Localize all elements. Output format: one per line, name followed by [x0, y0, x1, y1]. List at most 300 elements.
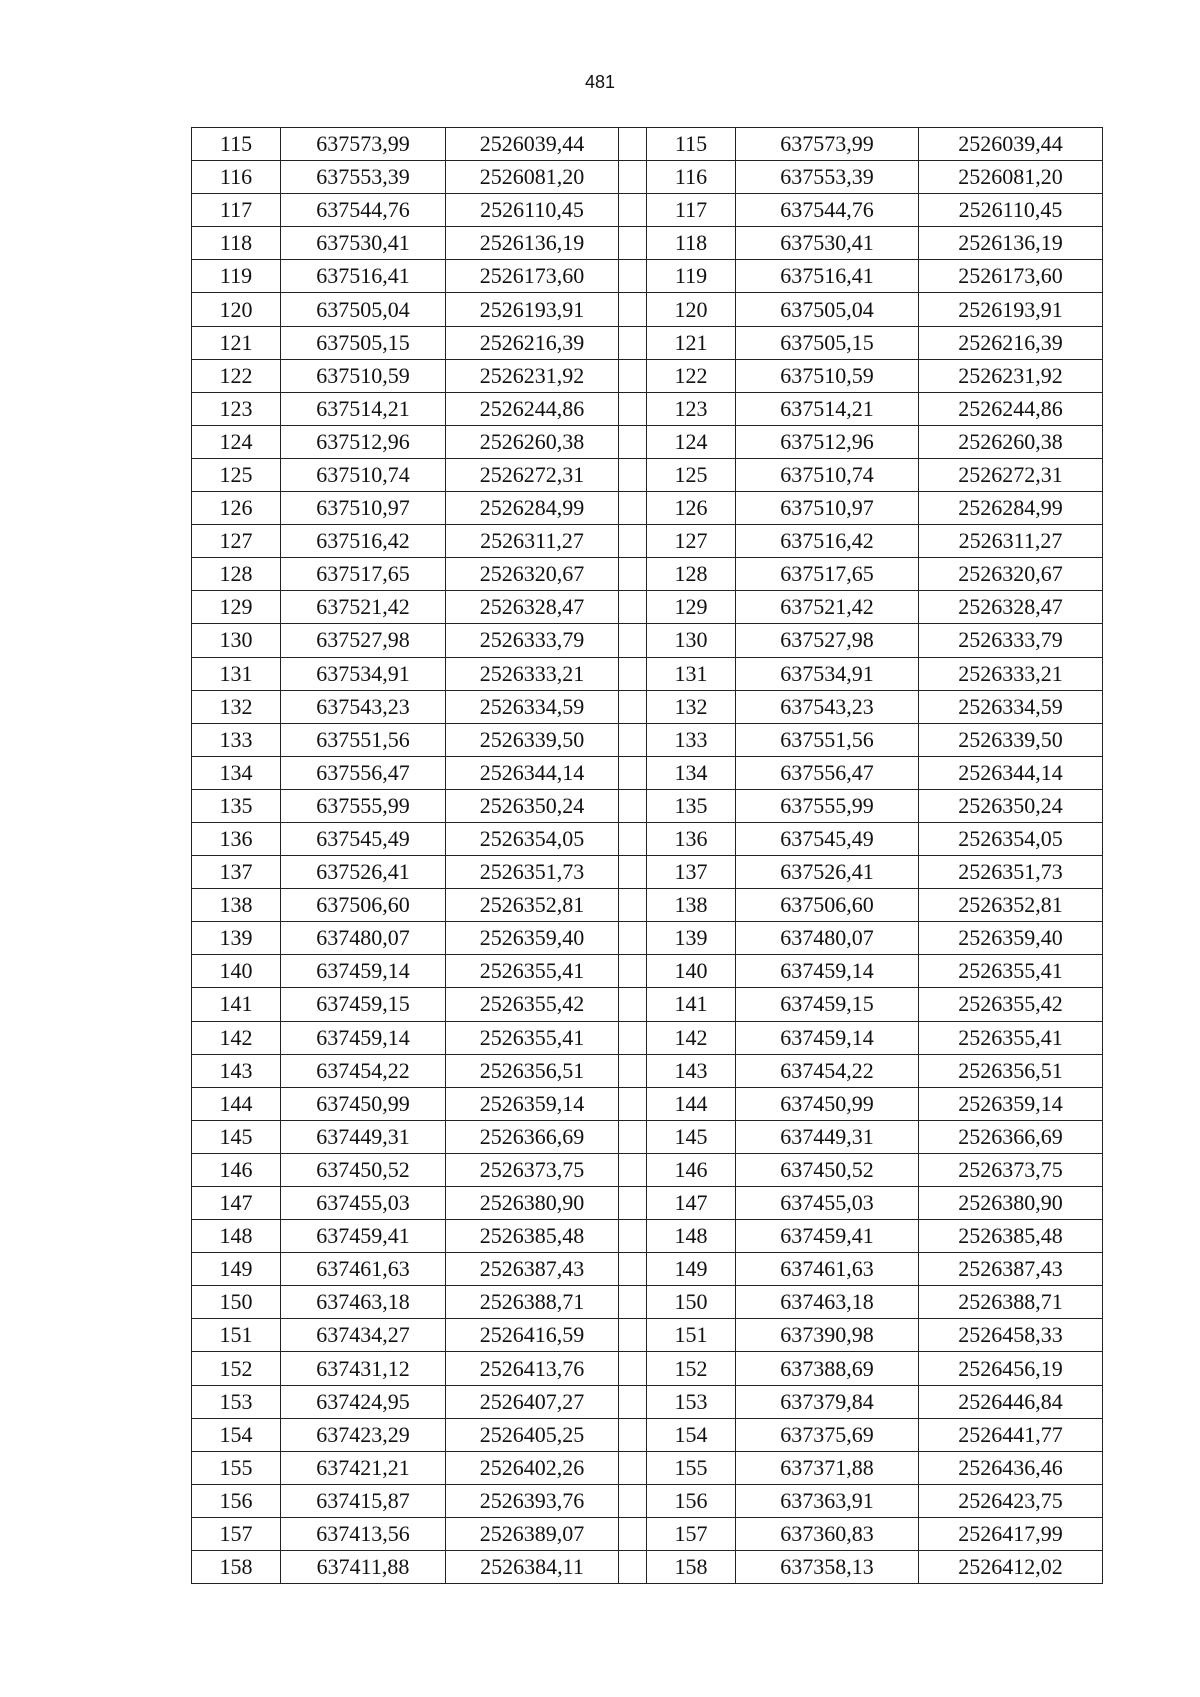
point-number-cell: 132: [647, 690, 736, 723]
y-coordinate-cell: 2526352,81: [446, 889, 619, 922]
separator-cell: [619, 856, 647, 889]
point-number-cell: 137: [192, 856, 281, 889]
y-coordinate-cell: 2526413,76: [446, 1352, 619, 1385]
x-coordinate-cell: 637360,83: [736, 1517, 919, 1550]
table-row: [192, 1153, 1103, 1186]
x-coordinate-cell: 637530,41: [736, 227, 919, 260]
table-row: [192, 1451, 1103, 1484]
y-coordinate-cell: 2526412,02: [919, 1551, 1103, 1584]
table-row: [192, 1087, 1103, 1120]
x-coordinate-cell: 637543,23: [281, 690, 446, 723]
point-number-cell: 152: [647, 1352, 736, 1385]
separator-cell: [619, 1319, 647, 1352]
separator-cell: [619, 1253, 647, 1286]
point-number-cell: 122: [647, 359, 736, 392]
y-coordinate-cell: 2526416,59: [446, 1319, 619, 1352]
y-coordinate-cell: 2526385,48: [919, 1220, 1103, 1253]
x-coordinate-cell: 637510,59: [736, 359, 919, 392]
point-number-cell: 120: [647, 293, 736, 326]
x-coordinate-cell: 637358,13: [736, 1551, 919, 1584]
y-coordinate-cell: 2526366,69: [919, 1120, 1103, 1153]
point-number-cell: 138: [192, 889, 281, 922]
x-coordinate-cell: 637573,99: [736, 128, 919, 161]
x-coordinate-cell: 637463,18: [736, 1286, 919, 1319]
y-coordinate-cell: 2526284,99: [919, 492, 1103, 525]
y-coordinate-cell: 2526351,73: [919, 856, 1103, 889]
x-coordinate-cell: 637371,88: [736, 1451, 919, 1484]
x-coordinate-cell: 637461,63: [736, 1253, 919, 1286]
x-coordinate-cell: 637510,59: [281, 359, 446, 392]
table-row: [192, 1484, 1103, 1517]
table-row: [192, 1517, 1103, 1550]
point-number-cell: 139: [647, 922, 736, 955]
table-row: [192, 1319, 1103, 1352]
y-coordinate-cell: 2526456,19: [919, 1352, 1103, 1385]
x-coordinate-cell: 637514,21: [281, 392, 446, 425]
table-row: [192, 558, 1103, 591]
table-row: [192, 128, 1103, 161]
y-coordinate-cell: 2526402,26: [446, 1451, 619, 1484]
x-coordinate-cell: 637514,21: [736, 392, 919, 425]
point-number-cell: 141: [192, 988, 281, 1021]
separator-cell: [619, 1021, 647, 1054]
point-number-cell: 129: [647, 591, 736, 624]
x-coordinate-cell: 637459,14: [736, 955, 919, 988]
x-coordinate-cell: 637573,99: [281, 128, 446, 161]
separator-cell: [619, 1517, 647, 1550]
y-coordinate-cell: 2526359,14: [446, 1087, 619, 1120]
table-row: [192, 723, 1103, 756]
separator-cell: [619, 1187, 647, 1220]
x-coordinate-cell: 637455,03: [736, 1187, 919, 1220]
table-row: [192, 1352, 1103, 1385]
separator-cell: [619, 690, 647, 723]
y-coordinate-cell: 2526405,25: [446, 1418, 619, 1451]
point-number-cell: 126: [192, 492, 281, 525]
table-row: [192, 756, 1103, 789]
point-number-cell: 117: [192, 194, 281, 227]
x-coordinate-cell: 637480,07: [281, 922, 446, 955]
point-number-cell: 150: [647, 1286, 736, 1319]
point-number-cell: 143: [192, 1054, 281, 1087]
x-coordinate-cell: 637434,27: [281, 1319, 446, 1352]
point-number-cell: 127: [647, 525, 736, 558]
x-coordinate-cell: 637459,15: [281, 988, 446, 1021]
y-coordinate-cell: 2526193,91: [919, 293, 1103, 326]
x-coordinate-cell: 637545,49: [281, 822, 446, 855]
separator-cell: [619, 1054, 647, 1087]
x-coordinate-cell: 637459,14: [736, 1021, 919, 1054]
y-coordinate-cell: 2526387,43: [919, 1253, 1103, 1286]
table-row: [192, 525, 1103, 558]
point-number-cell: 119: [192, 260, 281, 293]
point-number-cell: 151: [192, 1319, 281, 1352]
point-number-cell: 126: [647, 492, 736, 525]
separator-cell: [619, 1120, 647, 1153]
separator-cell: [619, 1220, 647, 1253]
y-coordinate-cell: 2526193,91: [446, 293, 619, 326]
y-coordinate-cell: 2526393,76: [446, 1484, 619, 1517]
x-coordinate-cell: 637459,15: [736, 988, 919, 1021]
page-number: 481: [584, 72, 616, 92]
point-number-cell: 130: [192, 624, 281, 657]
x-coordinate-cell: 637450,52: [281, 1153, 446, 1186]
table-row: [192, 326, 1103, 359]
separator-cell: [619, 128, 647, 161]
x-coordinate-cell: 637461,63: [281, 1253, 446, 1286]
y-coordinate-cell: 2526244,86: [446, 392, 619, 425]
x-coordinate-cell: 637545,49: [736, 822, 919, 855]
point-number-cell: 115: [192, 128, 281, 161]
point-number-cell: 131: [192, 657, 281, 690]
separator-cell: [619, 525, 647, 558]
x-coordinate-cell: 637551,56: [281, 723, 446, 756]
y-coordinate-cell: 2526359,14: [919, 1087, 1103, 1120]
y-coordinate-cell: 2526136,19: [919, 227, 1103, 260]
x-coordinate-cell: 637512,96: [281, 425, 446, 458]
table-row: [192, 194, 1103, 227]
table-row: [192, 856, 1103, 889]
y-coordinate-cell: 2526373,75: [446, 1153, 619, 1186]
y-coordinate-cell: 2526388,71: [446, 1286, 619, 1319]
y-coordinate-cell: 2526333,21: [446, 657, 619, 690]
separator-cell: [619, 359, 647, 392]
y-coordinate-cell: 2526284,99: [446, 492, 619, 525]
point-number-cell: 129: [192, 591, 281, 624]
y-coordinate-cell: 2526355,42: [919, 988, 1103, 1021]
y-coordinate-cell: 2526355,41: [919, 955, 1103, 988]
y-coordinate-cell: 2526388,71: [919, 1286, 1103, 1319]
separator-cell: [619, 1551, 647, 1584]
point-number-cell: 124: [192, 425, 281, 458]
y-coordinate-cell: 2526334,59: [446, 690, 619, 723]
table-row: [192, 955, 1103, 988]
y-coordinate-cell: 2526339,50: [919, 723, 1103, 756]
x-coordinate-cell: 637526,41: [281, 856, 446, 889]
point-number-cell: 147: [647, 1187, 736, 1220]
x-coordinate-cell: 637424,95: [281, 1385, 446, 1418]
point-number-cell: 122: [192, 359, 281, 392]
y-coordinate-cell: 2526354,05: [446, 822, 619, 855]
coordinates-table: [191, 127, 1103, 1584]
x-coordinate-cell: 637530,41: [281, 227, 446, 260]
separator-cell: [619, 194, 647, 227]
x-coordinate-cell: 637505,15: [281, 326, 446, 359]
y-coordinate-cell: 2526260,38: [446, 425, 619, 458]
y-coordinate-cell: 2526441,77: [919, 1418, 1103, 1451]
table-row: [192, 458, 1103, 491]
separator-cell: [619, 392, 647, 425]
point-number-cell: 125: [647, 458, 736, 491]
y-coordinate-cell: 2526320,67: [446, 558, 619, 591]
x-coordinate-cell: 637363,91: [736, 1484, 919, 1517]
x-coordinate-cell: 637450,99: [281, 1087, 446, 1120]
point-number-cell: 146: [647, 1153, 736, 1186]
separator-cell: [619, 1385, 647, 1418]
x-coordinate-cell: 637555,99: [736, 789, 919, 822]
table-row: [192, 425, 1103, 458]
separator-cell: [619, 326, 647, 359]
point-number-cell: 121: [192, 326, 281, 359]
table-row: [192, 392, 1103, 425]
x-coordinate-cell: 637411,88: [281, 1551, 446, 1584]
x-coordinate-cell: 637454,22: [281, 1054, 446, 1087]
point-number-cell: 147: [192, 1187, 281, 1220]
y-coordinate-cell: 2526333,79: [919, 624, 1103, 657]
point-number-cell: 135: [647, 789, 736, 822]
point-number-cell: 128: [192, 558, 281, 591]
point-number-cell: 137: [647, 856, 736, 889]
point-number-cell: 125: [192, 458, 281, 491]
point-number-cell: 148: [647, 1220, 736, 1253]
separator-cell: [619, 458, 647, 491]
table-row: [192, 922, 1103, 955]
y-coordinate-cell: 2526359,40: [446, 922, 619, 955]
table-row: [192, 359, 1103, 392]
x-coordinate-cell: 637505,15: [736, 326, 919, 359]
y-coordinate-cell: 2526446,84: [919, 1385, 1103, 1418]
x-coordinate-cell: 637516,42: [281, 525, 446, 558]
y-coordinate-cell: 2526384,11: [446, 1551, 619, 1584]
point-number-cell: 120: [192, 293, 281, 326]
point-number-cell: 142: [647, 1021, 736, 1054]
separator-cell: [619, 657, 647, 690]
y-coordinate-cell: 2526436,46: [919, 1451, 1103, 1484]
x-coordinate-cell: 637423,29: [281, 1418, 446, 1451]
x-coordinate-cell: 637454,22: [736, 1054, 919, 1087]
table-row: [192, 1220, 1103, 1253]
y-coordinate-cell: 2526355,42: [446, 988, 619, 1021]
table-row: [192, 1021, 1103, 1054]
point-number-cell: 149: [192, 1253, 281, 1286]
separator-cell: [619, 293, 647, 326]
y-coordinate-cell: 2526216,39: [446, 326, 619, 359]
x-coordinate-cell: 637553,39: [281, 161, 446, 194]
y-coordinate-cell: 2526373,75: [919, 1153, 1103, 1186]
y-coordinate-cell: 2526110,45: [446, 194, 619, 227]
point-number-cell: 150: [192, 1286, 281, 1319]
point-number-cell: 124: [647, 425, 736, 458]
y-coordinate-cell: 2526458,33: [919, 1319, 1103, 1352]
x-coordinate-cell: 637516,41: [281, 260, 446, 293]
x-coordinate-cell: 637556,47: [736, 756, 919, 789]
y-coordinate-cell: 2526081,20: [919, 161, 1103, 194]
y-coordinate-cell: 2526260,38: [919, 425, 1103, 458]
table-row: [192, 1551, 1103, 1584]
point-number-cell: 132: [192, 690, 281, 723]
y-coordinate-cell: 2526385,48: [446, 1220, 619, 1253]
table-row: [192, 1385, 1103, 1418]
x-coordinate-cell: 637379,84: [736, 1385, 919, 1418]
point-number-cell: 136: [192, 822, 281, 855]
x-coordinate-cell: 637449,31: [736, 1120, 919, 1153]
y-coordinate-cell: 2526039,44: [446, 128, 619, 161]
point-number-cell: 155: [192, 1451, 281, 1484]
y-coordinate-cell: 2526110,45: [919, 194, 1103, 227]
separator-cell: [619, 723, 647, 756]
y-coordinate-cell: 2526354,05: [919, 822, 1103, 855]
separator-cell: [619, 591, 647, 624]
point-number-cell: 145: [192, 1120, 281, 1153]
separator-cell: [619, 492, 647, 525]
coordinates-table-body: [192, 128, 1103, 1584]
table-row: [192, 624, 1103, 657]
y-coordinate-cell: 2526351,73: [446, 856, 619, 889]
point-number-cell: 133: [647, 723, 736, 756]
point-number-cell: 140: [647, 955, 736, 988]
x-coordinate-cell: 637555,99: [281, 789, 446, 822]
point-number-cell: 138: [647, 889, 736, 922]
y-coordinate-cell: 2526081,20: [446, 161, 619, 194]
y-coordinate-cell: 2526320,67: [919, 558, 1103, 591]
y-coordinate-cell: 2526039,44: [919, 128, 1103, 161]
table-row: [192, 690, 1103, 723]
point-number-cell: 127: [192, 525, 281, 558]
separator-cell: [619, 260, 647, 293]
x-coordinate-cell: 637521,42: [736, 591, 919, 624]
point-number-cell: 123: [192, 392, 281, 425]
point-number-cell: 136: [647, 822, 736, 855]
y-coordinate-cell: 2526352,81: [919, 889, 1103, 922]
separator-cell: [619, 1286, 647, 1319]
x-coordinate-cell: 637375,69: [736, 1418, 919, 1451]
point-number-cell: 123: [647, 392, 736, 425]
point-number-cell: 130: [647, 624, 736, 657]
point-number-cell: 151: [647, 1319, 736, 1352]
table-row: [192, 889, 1103, 922]
x-coordinate-cell: 637521,42: [281, 591, 446, 624]
x-coordinate-cell: 637516,41: [736, 260, 919, 293]
y-coordinate-cell: 2526344,14: [446, 756, 619, 789]
y-coordinate-cell: 2526173,60: [446, 260, 619, 293]
x-coordinate-cell: 637516,42: [736, 525, 919, 558]
y-coordinate-cell: 2526423,75: [919, 1484, 1103, 1517]
separator-cell: [619, 1352, 647, 1385]
x-coordinate-cell: 637512,96: [736, 425, 919, 458]
separator-cell: [619, 789, 647, 822]
point-number-cell: 158: [647, 1551, 736, 1584]
y-coordinate-cell: 2526387,43: [446, 1253, 619, 1286]
x-coordinate-cell: 637505,04: [736, 293, 919, 326]
point-number-cell: 154: [647, 1418, 736, 1451]
x-coordinate-cell: 637455,03: [281, 1187, 446, 1220]
separator-cell: [619, 1418, 647, 1451]
point-number-cell: 143: [647, 1054, 736, 1087]
separator-cell: [619, 1484, 647, 1517]
point-number-cell: 116: [647, 161, 736, 194]
point-number-cell: 153: [647, 1385, 736, 1418]
point-number-cell: 115: [647, 128, 736, 161]
point-number-cell: 153: [192, 1385, 281, 1418]
table-row: [192, 988, 1103, 1021]
x-coordinate-cell: 637510,97: [736, 492, 919, 525]
x-coordinate-cell: 637517,65: [281, 558, 446, 591]
x-coordinate-cell: 637450,52: [736, 1153, 919, 1186]
x-coordinate-cell: 637556,47: [281, 756, 446, 789]
y-coordinate-cell: 2526407,27: [446, 1385, 619, 1418]
point-number-cell: 139: [192, 922, 281, 955]
table-row: [192, 227, 1103, 260]
y-coordinate-cell: 2526350,24: [919, 789, 1103, 822]
y-coordinate-cell: 2526272,31: [919, 458, 1103, 491]
y-coordinate-cell: 2526136,19: [446, 227, 619, 260]
point-number-cell: 135: [192, 789, 281, 822]
point-number-cell: 157: [647, 1517, 736, 1550]
separator-cell: [619, 425, 647, 458]
x-coordinate-cell: 637388,69: [736, 1352, 919, 1385]
point-number-cell: 149: [647, 1253, 736, 1286]
point-number-cell: 133: [192, 723, 281, 756]
table-row: [192, 161, 1103, 194]
point-number-cell: 134: [192, 756, 281, 789]
point-number-cell: 141: [647, 988, 736, 1021]
separator-cell: [619, 624, 647, 657]
separator-cell: [619, 822, 647, 855]
table-row: [192, 293, 1103, 326]
separator-cell: [619, 756, 647, 789]
y-coordinate-cell: 2526355,41: [446, 1021, 619, 1054]
x-coordinate-cell: 637506,60: [281, 889, 446, 922]
y-coordinate-cell: 2526311,27: [919, 525, 1103, 558]
x-coordinate-cell: 637421,21: [281, 1451, 446, 1484]
y-coordinate-cell: 2526216,39: [919, 326, 1103, 359]
point-number-cell: 134: [647, 756, 736, 789]
table-row: [192, 260, 1103, 293]
x-coordinate-cell: 637459,14: [281, 1021, 446, 1054]
table-row: [192, 1286, 1103, 1319]
y-coordinate-cell: 2526350,24: [446, 789, 619, 822]
x-coordinate-cell: 637450,99: [736, 1087, 919, 1120]
y-coordinate-cell: 2526334,59: [919, 690, 1103, 723]
y-coordinate-cell: 2526355,41: [919, 1021, 1103, 1054]
point-number-cell: 118: [647, 227, 736, 260]
point-number-cell: 148: [192, 1220, 281, 1253]
point-number-cell: 154: [192, 1418, 281, 1451]
y-coordinate-cell: 2526231,92: [919, 359, 1103, 392]
x-coordinate-cell: 637551,56: [736, 723, 919, 756]
y-coordinate-cell: 2526380,90: [446, 1187, 619, 1220]
point-number-cell: 156: [192, 1484, 281, 1517]
x-coordinate-cell: 637527,98: [736, 624, 919, 657]
y-coordinate-cell: 2526333,21: [919, 657, 1103, 690]
separator-cell: [619, 955, 647, 988]
y-coordinate-cell: 2526328,47: [919, 591, 1103, 624]
x-coordinate-cell: 637526,41: [736, 856, 919, 889]
point-number-cell: 116: [192, 161, 281, 194]
table-row: [192, 822, 1103, 855]
separator-cell: [619, 1153, 647, 1186]
separator-cell: [619, 922, 647, 955]
point-number-cell: 117: [647, 194, 736, 227]
point-number-cell: 118: [192, 227, 281, 260]
y-coordinate-cell: 2526231,92: [446, 359, 619, 392]
point-number-cell: 121: [647, 326, 736, 359]
y-coordinate-cell: 2526355,41: [446, 955, 619, 988]
separator-cell: [619, 558, 647, 591]
y-coordinate-cell: 2526417,99: [919, 1517, 1103, 1550]
x-coordinate-cell: 637544,76: [736, 194, 919, 227]
table-row: [192, 1120, 1103, 1153]
point-number-cell: 157: [192, 1517, 281, 1550]
x-coordinate-cell: 637534,91: [281, 657, 446, 690]
table-row: [192, 1253, 1103, 1286]
point-number-cell: 145: [647, 1120, 736, 1153]
x-coordinate-cell: 637505,04: [281, 293, 446, 326]
point-number-cell: 155: [647, 1451, 736, 1484]
point-number-cell: 146: [192, 1153, 281, 1186]
x-coordinate-cell: 637510,97: [281, 492, 446, 525]
separator-cell: [619, 988, 647, 1021]
